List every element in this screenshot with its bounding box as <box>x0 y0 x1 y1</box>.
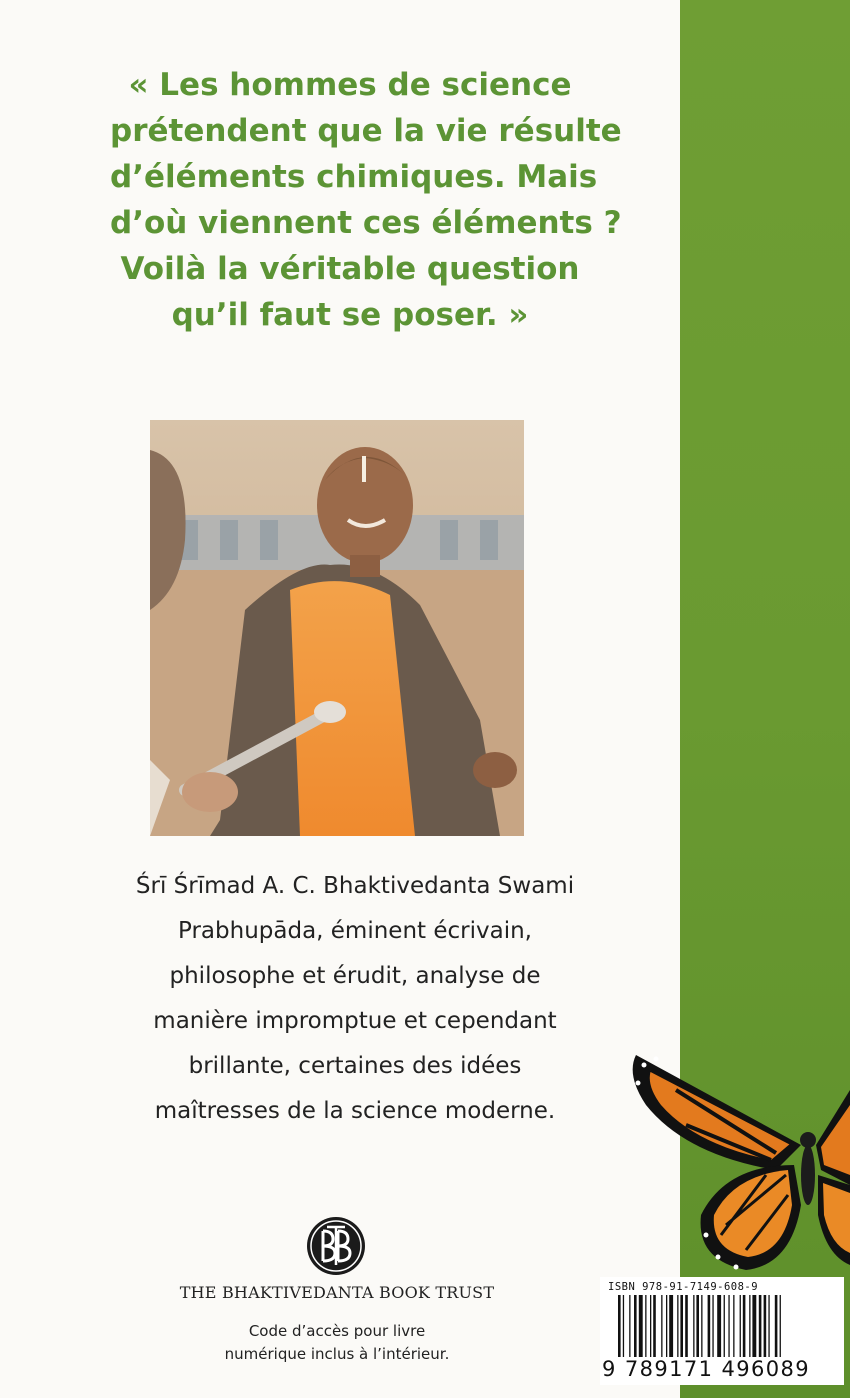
bio-line: brillante, certaines des idées <box>188 1053 522 1079</box>
bio-line: maîtresses de la science moderne. <box>154 1098 556 1124</box>
quote-line: « Les hommes de science <box>128 67 572 103</box>
publisher-name: THE BHAKTIVEDANTA BOOK TRUST <box>179 1283 495 1302</box>
author-photo-illustration <box>150 420 524 836</box>
bio-line: philosophe et érudit, analyse de <box>169 963 541 989</box>
barcode-digits: 9 789171 496089 <box>602 1357 811 1381</box>
isbn-barcode <box>600 1277 844 1385</box>
access-note-line: numérique inclus à l’intérieur. <box>224 1345 450 1363</box>
quote-line: d’où viennent ces éléments ? <box>110 205 622 241</box>
pull-quote <box>110 62 622 338</box>
isbn-label: ISBN 978-91-7149-608-9 <box>608 1281 759 1293</box>
quote-line: qu’il faut se poser. » <box>171 297 529 333</box>
author-bio <box>120 864 590 1134</box>
bio-line: Śrī Śrīmad A. C. Bhaktivedanta Swami <box>135 873 575 899</box>
access-note-line: Code d’accès pour livre <box>248 1322 426 1340</box>
bio-line: manière impromptue et cependant <box>153 1008 557 1034</box>
barcode-bars <box>618 1295 828 1357</box>
author-photo <box>150 420 524 836</box>
bio-line: Prabhupāda, éminent écrivain, <box>178 918 532 944</box>
quote-line: prétendent que la vie résulte <box>110 113 622 149</box>
quote-line: d’éléments chimiques. Mais <box>110 159 598 195</box>
bbt-logo-icon <box>305 1215 367 1277</box>
quote-line: Voilà la véritable question <box>120 251 580 287</box>
access-note <box>150 1320 524 1366</box>
monarch-butterfly-image <box>626 1035 850 1280</box>
